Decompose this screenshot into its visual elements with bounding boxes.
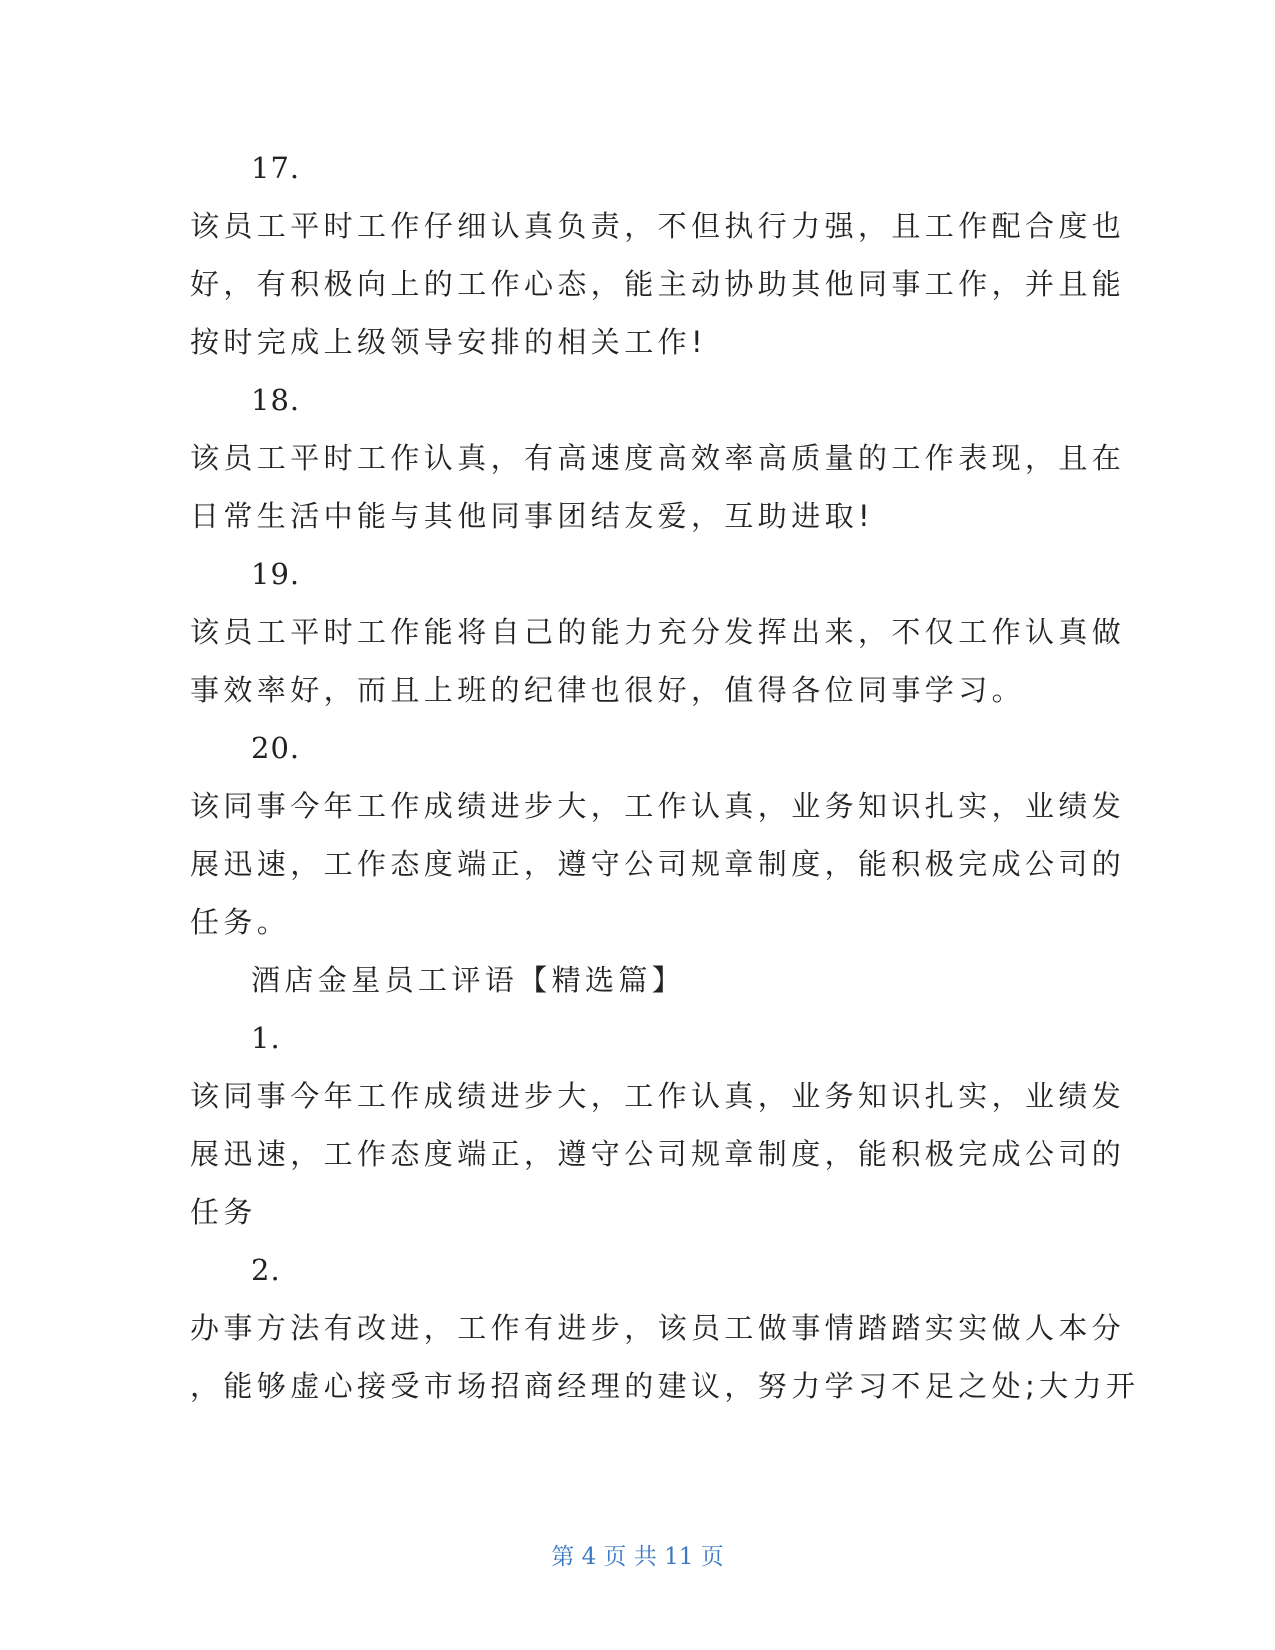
item-number-20: 20. xyxy=(251,731,301,765)
item-number-1: 1. xyxy=(251,1021,281,1055)
paragraph-line: 该员工平时工作认真，有高速度高效率高质量的工作表现，且在 xyxy=(190,441,1126,475)
paragraph-line: 按时完成上级领导安排的相关工作! xyxy=(190,325,708,359)
paragraph-line: ，能够虚心接受市场招商经理的建议，努力学习不足之处;大力开 xyxy=(190,1369,1140,1403)
page-footer: 第 4 页 共 11 页 xyxy=(551,1544,724,1570)
paragraph-line: 事效率好，而且上班的纪律也很好，值得各位同事学习。 xyxy=(190,673,1026,707)
paragraph-line: 展迅速，工作态度端正，遵守公司规章制度，能积极完成公司的 xyxy=(190,847,1126,881)
paragraph-line: 日常生活中能与其他同事团结友爱，互助进取! xyxy=(190,499,875,533)
paragraph-line: 展迅速，工作态度端正，遵守公司规章制度，能积极完成公司的 xyxy=(190,1137,1126,1171)
item-number-17: 17. xyxy=(251,151,301,185)
paragraph-line: 办事方法有改进，工作有进步，该员工做事情踏踏实实做人本分 xyxy=(190,1311,1126,1345)
paragraph-line: 任务。 xyxy=(190,905,291,939)
section-heading: 酒店金星员工评语【精选篇】 xyxy=(251,963,686,997)
paragraph-line: 该员工平时工作仔细认真负责，不但执行力强，且工作配合度也 xyxy=(190,209,1126,243)
paragraph-line: 该同事今年工作成绩进步大，工作认真，业务知识扎实，业绩发 xyxy=(190,1079,1126,1113)
item-number-2: 2. xyxy=(251,1253,281,1287)
item-number-19: 19. xyxy=(251,557,301,591)
paragraph-line: 该员工平时工作能将自己的能力充分发挥出来，不仅工作认真做 xyxy=(190,615,1126,649)
item-number-18: 18. xyxy=(251,383,301,417)
paragraph-line: 该同事今年工作成绩进步大，工作认真，业务知识扎实，业绩发 xyxy=(190,789,1126,823)
paragraph-line: 好，有积极向上的工作心态，能主动协助其他同事工作，并且能 xyxy=(190,267,1126,301)
paragraph-line: 任务 xyxy=(190,1195,257,1229)
